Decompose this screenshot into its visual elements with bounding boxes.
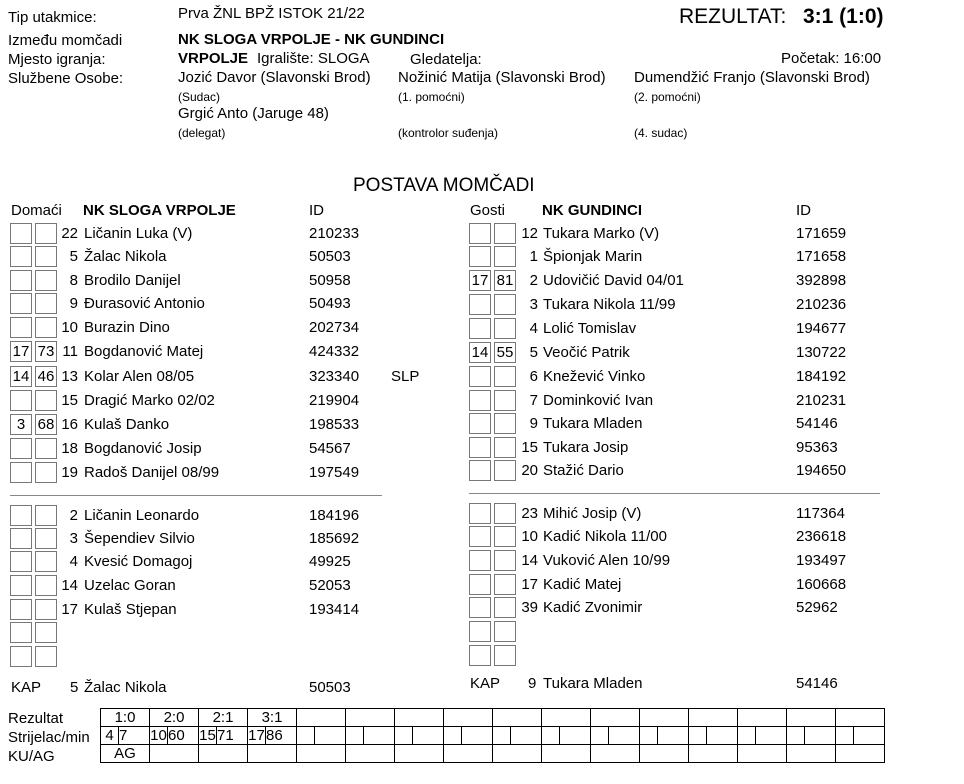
scorer-cell	[738, 727, 756, 745]
player-name: Špionjak Marin	[543, 248, 643, 265]
player-box	[494, 437, 516, 458]
teams: NK SLOGA VRPOLJE - NK GUNDINCI	[178, 31, 445, 48]
scorer-cell	[787, 727, 805, 745]
kuag-cell	[444, 745, 493, 763]
player-number: 4	[529, 320, 538, 337]
player-number: 2	[69, 507, 78, 524]
player-box	[494, 318, 516, 339]
player-number: 3	[529, 296, 538, 313]
away-captain-name: Tukara Mladen	[543, 675, 643, 692]
official-role: (2. pomoćni)	[634, 90, 701, 104]
player-name: Lolić Tomislav	[543, 320, 637, 337]
player-number: 1	[529, 248, 538, 265]
away-team-name: NK GUNDINCI	[542, 202, 642, 219]
player-box	[10, 528, 32, 549]
official-role: (4. sudac)	[634, 126, 688, 140]
player-name: Radoš Danijel 08/99	[84, 464, 220, 481]
player-id: 184192	[796, 368, 847, 385]
player-box	[469, 460, 491, 481]
player-id: 197549	[309, 464, 360, 481]
player-id: 171658	[796, 248, 847, 265]
player-box	[494, 390, 516, 411]
pitch: Igralište: SLOGA	[257, 50, 370, 67]
score-cell: 3:1	[248, 709, 297, 727]
player-box	[469, 550, 491, 571]
player-box	[494, 294, 516, 315]
score-cell: 2:1	[199, 709, 248, 727]
scorer-cell	[591, 727, 609, 745]
player-box	[494, 645, 516, 666]
scorer-cell	[707, 727, 738, 745]
away-captain-label: KAP	[470, 675, 501, 692]
score-cell	[542, 709, 591, 727]
venue: VRPOLJE	[178, 50, 249, 67]
scorer-cell	[836, 727, 854, 745]
player-number: 10	[521, 528, 538, 545]
away-captain-id: 54146	[796, 675, 838, 692]
player-name: Veočić Patrik	[543, 344, 630, 361]
bottom-result-label: Rezultat	[8, 710, 64, 727]
player-id: 117364	[796, 505, 845, 522]
player-id: 130722	[796, 344, 847, 361]
player-id: 219904	[309, 392, 360, 409]
score-cell	[640, 709, 689, 727]
scorer-cell: 71	[217, 727, 248, 745]
scorer-cell	[395, 727, 413, 745]
kuag-cell	[836, 745, 885, 763]
player-name: Tukara Nikola 11/99	[543, 296, 676, 313]
player-number: 14	[61, 577, 78, 594]
player-name: Ličanin Leonardo	[84, 507, 200, 524]
player-box	[494, 223, 516, 244]
match-type-label: Tip utakmice:	[8, 9, 97, 26]
score-cell: 2:0	[150, 709, 199, 727]
player-name: Dominković Ivan	[543, 392, 654, 409]
player-id: 198533	[309, 416, 360, 433]
player-box	[469, 437, 491, 458]
player-name: Kadić Nikola 11/00	[543, 528, 667, 545]
player-id: 193497	[796, 552, 847, 569]
home-team-name: NK SLOGA VRPOLJE	[83, 202, 236, 219]
scorer-cell	[364, 727, 395, 745]
bottom-scorer-label: Strijelac/min	[8, 729, 90, 746]
scorer-cell: 10	[150, 727, 167, 744]
away-divider	[469, 493, 880, 494]
player-name: Kulaš Stjepan	[84, 601, 177, 618]
score-cell: 1:0	[101, 709, 150, 727]
player-name: Udovičić David 04/01	[543, 272, 684, 289]
player-number: 4	[69, 553, 78, 570]
player-box	[469, 246, 491, 267]
home-id-header: ID	[309, 202, 324, 219]
player-id: 236618	[796, 528, 847, 545]
player-name: Brodilo Danijel	[84, 272, 181, 289]
official-name: Nožinić Matija (Slavonski Brod)	[398, 69, 606, 86]
official-role: (Sudac)	[178, 90, 221, 104]
player-box	[494, 574, 516, 595]
official-name: Jozić Davor (Slavonski Brod)	[178, 69, 371, 86]
scorer-cell: 15	[199, 727, 216, 744]
player-number: 17	[521, 576, 538, 593]
score-cell	[689, 709, 738, 727]
result-label: REZULTAT:	[679, 5, 787, 28]
scorer-cell	[805, 727, 836, 745]
player-name: Dragić Marko 02/02	[84, 392, 215, 409]
player-id: 193414	[309, 601, 360, 618]
player-box: 3	[10, 414, 32, 435]
player-box	[10, 317, 32, 338]
kuag-cell	[787, 745, 836, 763]
player-number: 10	[61, 319, 78, 336]
player-number: 14	[521, 552, 538, 569]
scorer-cell: 7	[119, 727, 150, 745]
player-id: 194650	[796, 462, 847, 479]
player-box: 81	[494, 270, 516, 291]
player-number: 9	[69, 295, 78, 312]
player-box	[494, 460, 516, 481]
player-number: 15	[61, 392, 78, 409]
scorer-cell	[756, 727, 787, 745]
away-id-header: ID	[796, 202, 811, 219]
player-name: Uzelac Goran	[84, 577, 176, 594]
player-number: 19	[61, 464, 78, 481]
player-name: Žalac Nikola	[84, 248, 167, 265]
player-number: 11	[62, 343, 78, 360]
player-id: 323340	[309, 368, 360, 385]
player-id: 210231	[796, 392, 847, 409]
player-box	[10, 438, 32, 459]
official-name: Grgić Anto (Jaruge 48)	[178, 105, 329, 122]
player-name: Kulaš Danko	[84, 416, 170, 433]
player-box	[494, 550, 516, 571]
player-box	[494, 503, 516, 524]
kuag-cell	[297, 745, 346, 763]
player-box	[469, 318, 491, 339]
player-number: 3	[69, 530, 78, 547]
player-number: 23	[521, 505, 538, 522]
player-name: Tukara Marko (V)	[543, 225, 660, 242]
player-number: 5	[69, 248, 78, 265]
player-id: 54146	[796, 415, 838, 432]
kuag-cell	[689, 745, 738, 763]
player-box	[35, 646, 57, 667]
player-box	[469, 574, 491, 595]
player-box: 46	[35, 366, 57, 387]
player-box	[469, 223, 491, 244]
scorer-cell: 4	[101, 727, 119, 745]
player-box	[494, 621, 516, 642]
player-name: Bogdanović Matej	[84, 343, 204, 360]
player-id: 210236	[796, 296, 847, 313]
player-name: Kadić Zvonimir	[543, 599, 643, 616]
player-box	[35, 622, 57, 643]
scorer-cell	[315, 727, 346, 745]
player-name: Burazin Dino	[84, 319, 170, 336]
score-cell	[297, 709, 346, 727]
player-id: 160668	[796, 576, 847, 593]
kuag-cell	[346, 745, 395, 763]
score-cell	[836, 709, 885, 727]
scorer-cell	[493, 727, 511, 745]
kuag-cell	[199, 745, 248, 763]
scorer-cell	[346, 727, 364, 745]
bottom-kuag-label: KU/AG	[8, 748, 55, 765]
player-name: Stažić Dario	[543, 462, 624, 479]
player-box: 14	[469, 342, 491, 363]
player-id: 194677	[796, 320, 847, 337]
player-number: 6	[529, 368, 538, 385]
player-id: 50503	[309, 248, 351, 265]
player-number: 15	[521, 439, 538, 456]
scorer-cell	[560, 727, 591, 745]
player-number: 5	[529, 344, 538, 361]
player-name: Tukara Mladen	[543, 415, 643, 432]
player-id: 50958	[309, 272, 351, 289]
player-box	[10, 575, 32, 596]
score-cell	[346, 709, 395, 727]
player-number: 20	[521, 462, 538, 479]
player-name: Đurasović Antonio	[84, 295, 205, 312]
home-captain-name: Žalac Nikola	[84, 679, 167, 696]
scorer-cell	[542, 727, 560, 745]
result-value: 3:1 (1:0)	[803, 5, 884, 28]
player-number: 16	[61, 416, 78, 433]
player-box	[469, 294, 491, 315]
player-box	[10, 622, 32, 643]
home-captain-label: KAP	[11, 679, 42, 696]
player-name: Tukara Josip	[543, 439, 629, 456]
player-box	[10, 551, 32, 572]
player-number: 39	[521, 599, 538, 616]
player-id: 392898	[796, 272, 847, 289]
home-captain-number: 5	[70, 679, 79, 696]
player-id: 171659	[796, 225, 847, 242]
player-name: Ličanin Luka (V)	[84, 225, 193, 242]
player-box	[10, 390, 32, 411]
player-box	[469, 413, 491, 434]
player-name: Vuković Alen 10/99	[543, 552, 671, 569]
teams-label: Između momčadi	[8, 32, 123, 49]
scorer-cell	[609, 727, 640, 745]
player-box: 17	[469, 270, 491, 291]
player-number: 7	[529, 392, 538, 409]
player-box: 14	[10, 366, 32, 387]
venue-label: Mjesto igranja:	[8, 51, 106, 68]
player-number: 17	[61, 601, 78, 618]
player-id: 52053	[309, 577, 351, 594]
scorer-cell: 60	[168, 727, 199, 745]
kuag-cell	[640, 745, 689, 763]
player-id: 184196	[309, 507, 360, 524]
player-name: Mihić Josip (V)	[543, 505, 642, 522]
kuag-cell: AG	[101, 745, 150, 763]
match-type: Prva ŽNL BPŽ ISTOK 21/22	[178, 5, 365, 22]
player-box	[10, 599, 32, 620]
player-name: Bogdanović Josip	[84, 440, 202, 457]
player-id: 50493	[309, 295, 351, 312]
player-name: Kvesić Domagoj	[84, 553, 193, 570]
player-number: 13	[61, 368, 78, 385]
player-number: 12	[521, 225, 538, 242]
score-cell	[395, 709, 444, 727]
kuag-cell	[493, 745, 542, 763]
officials-label: Službene Osobe:	[8, 70, 124, 87]
player-name: Kolar Alen 08/05	[84, 368, 195, 385]
player-box	[469, 597, 491, 618]
official-role: (kontrolor suđenja)	[398, 126, 499, 140]
score-cell	[444, 709, 493, 727]
player-box: 17	[10, 341, 32, 362]
player-name: Knežević Vinko	[543, 368, 646, 385]
player-id: 185692	[309, 530, 360, 547]
kuag-cell	[738, 745, 787, 763]
player-number: 18	[61, 440, 78, 457]
scorer-cell	[640, 727, 658, 745]
player-id: 210233	[309, 225, 360, 242]
player-box	[10, 462, 32, 483]
player-id: 202734	[309, 319, 360, 336]
home-divider	[10, 495, 382, 496]
kuag-cell	[395, 745, 444, 763]
scorer-cell	[689, 727, 707, 745]
home-label: Domaći	[11, 202, 62, 219]
official-role: (1. pomoćni)	[398, 90, 465, 104]
score-cell	[738, 709, 787, 727]
player-box	[469, 526, 491, 547]
player-box: 55	[494, 342, 516, 363]
official-name: Dumendžić Franjo (Slavonski Brod)	[634, 69, 870, 86]
kuag-cell	[150, 745, 199, 763]
player-box	[10, 246, 32, 267]
away-captain-number: 9	[528, 675, 537, 692]
player-box: 73	[35, 341, 57, 362]
away-label: Gosti	[470, 202, 506, 219]
player-id: 49925	[309, 553, 351, 570]
player-box	[494, 413, 516, 434]
player-name: Kadić Matej	[543, 576, 622, 593]
player-box	[10, 505, 32, 526]
scorer-cell	[658, 727, 689, 745]
player-box: 68	[35, 414, 57, 435]
player-box	[494, 366, 516, 387]
player-id: 52962	[796, 599, 838, 616]
scorer-cell	[854, 727, 885, 745]
player-box	[10, 223, 32, 244]
scorer-cell	[462, 727, 493, 745]
player-number: 9	[529, 415, 538, 432]
player-box	[469, 503, 491, 524]
player-box	[494, 526, 516, 547]
scorer-cell	[444, 727, 462, 745]
player-box	[10, 646, 32, 667]
start-time: Početak: 16:00	[781, 50, 882, 67]
player-number: 8	[69, 272, 78, 289]
spectators: Gledatelja:	[410, 51, 482, 68]
player-name: Šependiev Silvio	[84, 530, 195, 547]
scorer-cell	[511, 727, 542, 745]
scorer-cell: 17	[248, 727, 265, 744]
player-box	[10, 293, 32, 314]
player-box	[494, 246, 516, 267]
result-grid	[100, 708, 885, 763]
player-box	[469, 390, 491, 411]
player-box	[469, 621, 491, 642]
player-number: 2	[529, 272, 538, 289]
player-box	[469, 366, 491, 387]
player-id: 54567	[309, 440, 351, 457]
player-number: 22	[61, 225, 78, 242]
player-box	[494, 597, 516, 618]
lineup-title: POSTAVA MOMČADI	[353, 175, 535, 196]
score-cell	[493, 709, 542, 727]
player-box	[469, 645, 491, 666]
official-role: (delegat)	[178, 126, 226, 140]
scorer-cell: 86	[266, 727, 297, 745]
slp-label: SLP	[391, 368, 420, 385]
scorer-cell	[297, 727, 315, 745]
player-id: 424332	[309, 343, 360, 360]
score-cell	[787, 709, 836, 727]
player-id: 95363	[796, 439, 838, 456]
score-cell	[591, 709, 640, 727]
kuag-cell	[542, 745, 591, 763]
home-captain-id: 50503	[309, 679, 351, 696]
player-box	[10, 270, 32, 291]
scorer-cell	[413, 727, 444, 745]
kuag-cell	[591, 745, 640, 763]
kuag-cell	[248, 745, 297, 763]
